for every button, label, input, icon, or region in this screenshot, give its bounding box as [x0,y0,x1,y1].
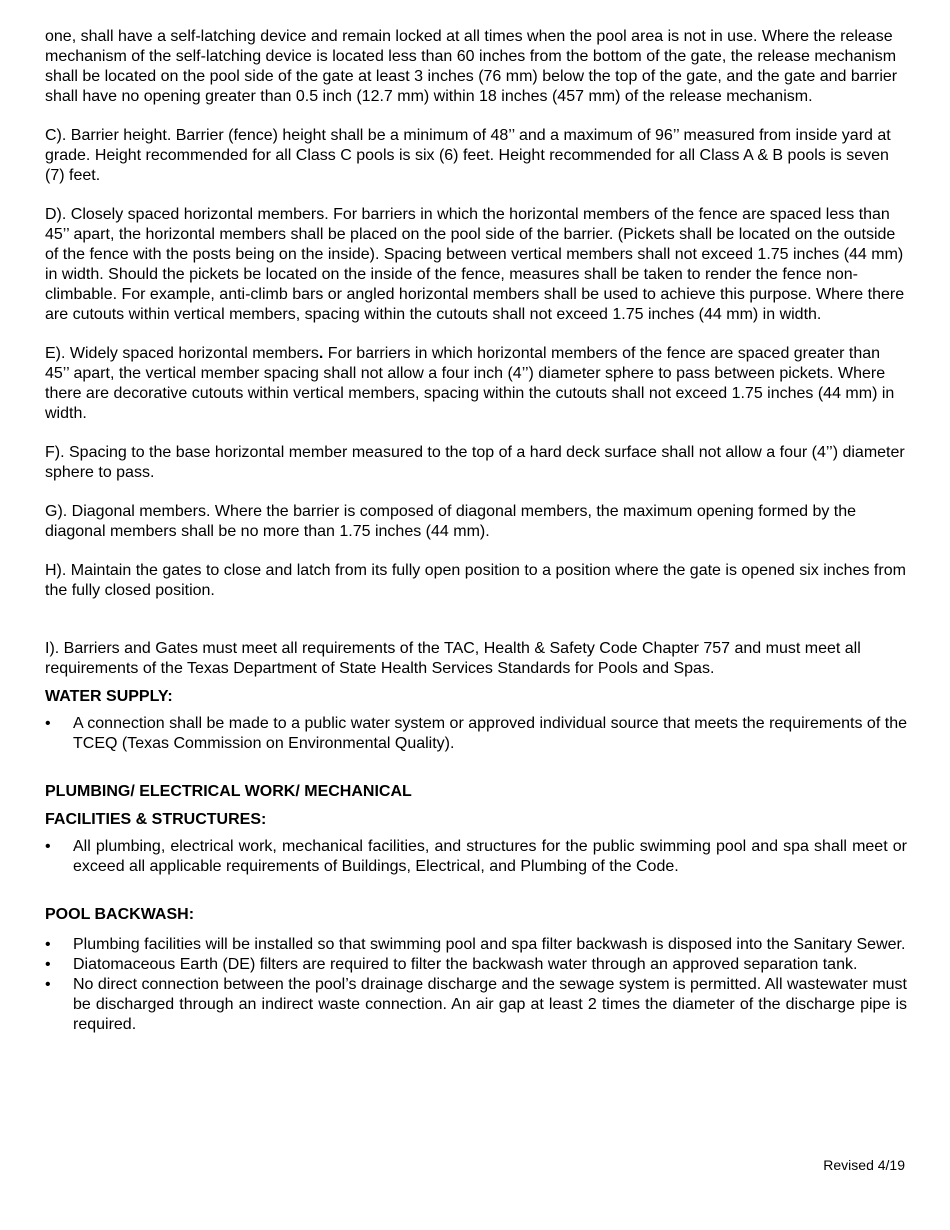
list-item-text: A connection shall be made to a public water system or approved individual source that meets the requirements of the TCEQ (Texas Commission on Environmental Quality). [73,715,907,752]
plumbing-list [45,837,907,877]
list-item-text: No direct connection between the pool’s drainage discharge and the sewage system is permitted. All wastewater must be discharged through an indirect waste connection. An air gap at least 2 times the diameter of the discharge pipe is required. [73,976,907,1033]
bullet-icon: • [45,838,51,855]
bullet-icon: • [45,956,51,973]
water-supply-list [45,714,907,754]
paragraph-closely-spaced-members: D). Closely spaced horizontal members. For barriers in which the horizontal members of the fence are spaced less than 45’’ apart, the horizontal members shall be placed on the pool side of the barrier. (Pickets shall be located on the outside of the fence with the posts being on the inside). Spacing between vertical members shall not exceed 1.75 inches (44 mm) in width. Should the pickets be located on the inside of the fence, measures shall be taken to render the fence non-climbable. For example, anti-climb bars or angled horizontal members shall be used to achieve this purpose. Where there are cutouts within vertical members, spacing within the cutouts shall not exceed 1.75 inches (44 mm) in width. [45,206,905,323]
list-item [45,837,907,877]
list-item [45,975,907,1035]
document-page [45,27,907,1054]
list-item [45,955,907,975]
heading-pool-backwash: POOL BACKWASH: [45,906,195,923]
list-item [45,935,907,955]
list-item-text: All plumbing, electrical work, mechanical facilities, and structures for the public swimming pool and spa shall meet or exceed all applicable requirements of Buildings, Electrical, and Plumbing of the Code. [73,838,907,875]
bullet-icon: • [45,936,51,953]
heading-water-supply: WATER SUPPLY: [45,688,173,705]
list-item [45,714,907,754]
list-item-text: Plumbing facilities will be installed so that swimming pool and spa filter backwash is disposed into the Sanitary Sewer. [73,936,906,953]
list-item-text: Diatomaceous Earth (DE) filters are required to filter the backwash water through an approved separation tank. [73,956,858,973]
revision-footer: Revised 4/19 [823,1157,905,1173]
paragraph-e-body: For barriers in which horizontal members of the fence are spaced greater than 45’’ apart, the vertical member spacing shall not allow a four inch (4’’) diameter sphere to pass between pickets. Where there are decorative cutouts within vertical members, spacing within the cutouts shall not exceed 1.75 inches (44 mm) in width. [45,345,895,422]
bullet-icon: • [45,976,51,993]
paragraph-barrier-requirements: I). Barriers and Gates must meet all requirements of the TAC, Health & Safety Code Chapter 757 and must meet all requirements of the Texas Department of State Health Services Standards for Pools and Spas. [45,640,861,677]
bullet-icon: • [45,715,51,732]
paragraph-diagonal-members: G). Diagonal members. Where the barrier is composed of diagonal members, the maximum opening formed by the diagonal members shall be no more than 1.75 inches (44 mm). [45,503,857,540]
heading-plumbing-facilities: FACILITIES & STRUCTURES: [45,811,267,828]
backwash-list [45,935,907,1035]
paragraph-barrier-height: C). Barrier height. Barrier (fence) height shall be a minimum of 48’’ and a maximum of 96’’ measured from inside yard at grade. Height recommended for all Class C pools is six (6) feet. Height recommended for all Class A & B pools is seven (7) feet. [45,127,891,184]
paragraph-e-period: . [318,345,324,362]
paragraph-base-spacing: F). Spacing to the base horizontal member measured to the top of a hard deck surface shall not allow a four (4’’) diameter sphere to pass. [45,444,905,481]
heading-plumbing: PLUMBING/ ELECTRICAL WORK/ MECHANICAL [45,783,412,800]
paragraph-gate-latch: one, shall have a self-latching device and remain locked at all times when the pool area is not in use. Where the release mechanism of the self-latching device is located less than 60 inches from the bottom of the gate, the release mechanism shall be located on the pool side of the gate at least 3 inches (76 mm) below the top of the gate, and the gate and barrier shall have no opening greater than 0.5 inch (12.7 mm) within 18 inches (457 mm) of the release mechanism. [45,28,898,105]
paragraph-e-lead: E). Widely spaced horizontal members [45,345,319,362]
paragraph-gate-maintenance: H). Maintain the gates to close and latch from its fully open position to a position where the gate is opened six inches from the fully closed position. [45,562,906,599]
paragraph-widely-spaced-members [45,344,907,424]
